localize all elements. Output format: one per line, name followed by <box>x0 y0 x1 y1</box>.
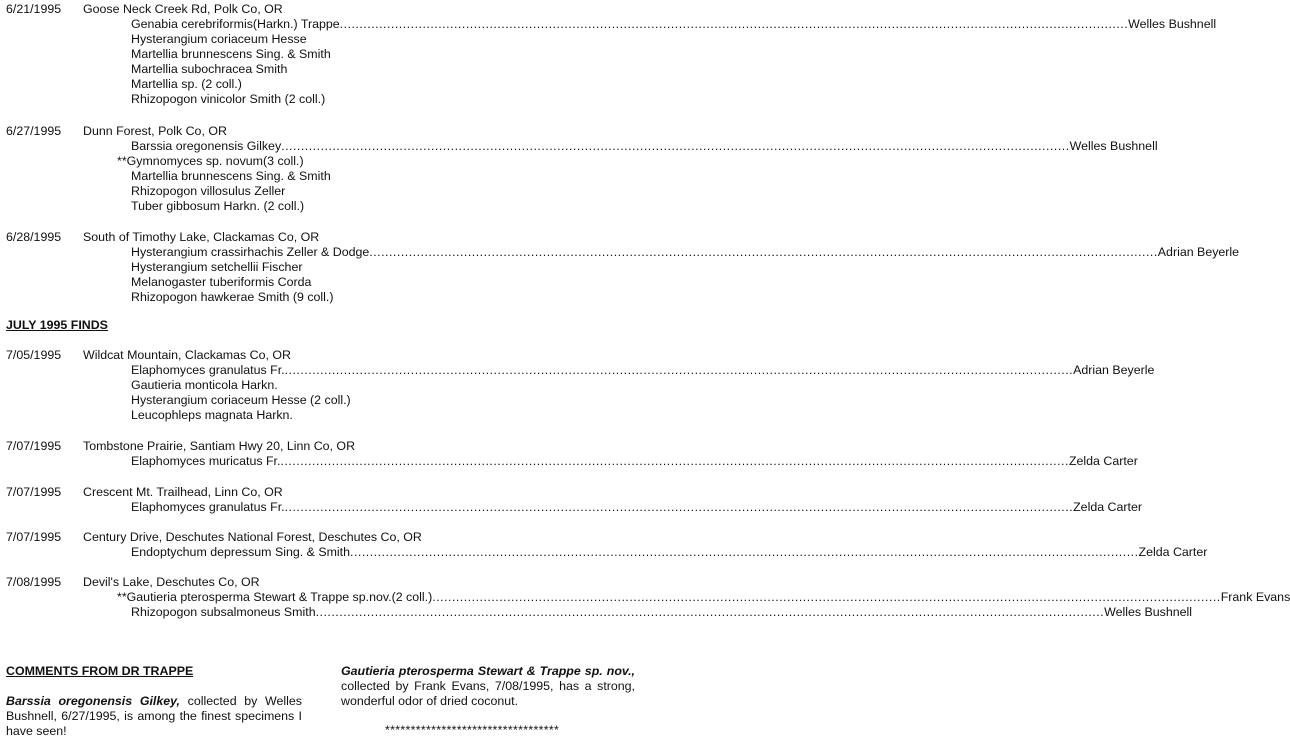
entry-date: 7/07/1995 <box>6 439 62 453</box>
finds-list <box>131 245 1240 305</box>
find-row <box>131 545 1208 560</box>
leader-dots: ........................................................................................................................................................................................................ <box>284 363 1074 377</box>
species-name <box>131 378 278 393</box>
finder-name: Welles Bushnell <box>1069 139 1158 153</box>
species-text: Martellia brunnescens Sing. & Smith <box>131 47 331 61</box>
find-row <box>131 199 636 214</box>
finder-name: Adrian Beyerle <box>1073 363 1155 377</box>
find-row <box>131 290 636 305</box>
species-text: Leucophleps magnata Harkn. <box>131 408 293 422</box>
species-text: Gymnomyces sp. novum(3 coll.) <box>126 154 304 168</box>
leader-dots: ........................................................................................................................................................................................................ <box>339 17 1129 31</box>
find-row <box>131 605 1193 620</box>
species-name <box>131 275 311 290</box>
species-name <box>131 260 302 275</box>
find-row <box>131 408 636 423</box>
species-text: Rhizopogon vinicolor Smith (2 coll.) <box>131 92 326 106</box>
leader-dots: ........................................................................................................................................................................................................ <box>350 545 1139 559</box>
find-row <box>131 184 636 199</box>
leader-dots: ........................................................................................................................................................................................................ <box>432 590 1221 604</box>
finds-list <box>131 500 1142 515</box>
species-text: Martellia brunnescens Sing. & Smith <box>131 169 331 183</box>
find-row <box>131 32 636 47</box>
entry-header <box>6 2 636 17</box>
entry-location: South of Timothy Lake, Clackamas Co, OR <box>83 230 320 244</box>
find-row <box>131 393 636 408</box>
species-text: Genabia cerebriformis(Harkn.) Trappe <box>131 17 340 31</box>
finds-list <box>117 139 1158 214</box>
find-row <box>131 378 636 393</box>
find-entry <box>6 2 1217 107</box>
species-name <box>131 47 331 62</box>
entry-header <box>6 530 636 545</box>
finds-list <box>131 17 1217 107</box>
finds-list <box>117 590 1290 620</box>
species-text: Gautieria monticola Harkn. <box>131 378 278 392</box>
entry-date: 6/27/1995 <box>6 124 62 138</box>
find-row <box>131 245 1240 260</box>
species-name <box>131 139 281 154</box>
find-entry <box>6 485 1142 515</box>
entry-location: Devil's Lake, Deschutes Co, OR <box>83 575 260 589</box>
species-text: Hysterangium setchellii Fischer <box>131 260 303 274</box>
find-row <box>131 17 1217 32</box>
species-text: Melanogaster tuberiformis Corda <box>131 275 312 289</box>
comment-right-species: Gautieria pterosperma Stewart & Trappe sp. nov., <box>341 664 635 678</box>
entry-date: 7/08/1995 <box>6 575 62 589</box>
find-row <box>117 154 636 169</box>
entry-date: 6/21/1995 <box>6 2 62 16</box>
find-entry <box>6 575 1290 620</box>
find-entry <box>6 530 1208 560</box>
entry-header <box>6 348 636 363</box>
entry-header <box>6 230 636 245</box>
leader-dots: ........................................................................................................................................................................................................ <box>280 454 1069 468</box>
entry-date: 6/28/1995 <box>6 230 62 244</box>
species-text: Rhizopogon villosulus Zeller <box>131 184 286 198</box>
finds-list <box>131 545 1208 560</box>
species-name <box>131 500 285 515</box>
leader-dots: ........................................................................................................................................................................................................ <box>281 139 1070 153</box>
entry-header <box>6 439 636 454</box>
finder-name: Frank Evans <box>1220 590 1290 604</box>
find-row <box>131 260 636 275</box>
species-text: Elaphomyces granulatus Fr. <box>131 500 285 514</box>
find-row <box>131 454 1138 469</box>
leader-dots: ........................................................................................................................................................................................................ <box>369 245 1158 259</box>
find-row <box>117 590 1290 605</box>
find-row <box>131 363 1155 378</box>
entry-header <box>6 124 636 139</box>
separator-stars: ********************************** <box>385 723 560 737</box>
find-row <box>131 62 636 77</box>
entry-header <box>6 575 636 590</box>
find-entry <box>6 124 1158 214</box>
find-row <box>131 77 636 92</box>
section-heading-july: JULY 1995 FINDS <box>6 318 108 332</box>
species-text: Rhizopogon subsalmoneus Smith <box>131 605 316 619</box>
entry-location: Crescent Mt. Trailhead, Linn Co, OR <box>83 485 283 499</box>
species-text: Tuber gibbosum Harkn. (2 coll.) <box>131 199 305 213</box>
finder-name: Zelda Carter <box>1073 500 1142 514</box>
entry-location: Dunn Forest, Polk Co, OR <box>83 124 227 138</box>
finds-list <box>131 363 1155 423</box>
species-name <box>131 92 325 107</box>
entry-date: 7/07/1995 <box>6 530 62 544</box>
species-text: Endoptychum depressum Sing. & Smith <box>131 545 351 559</box>
new-species-marker: ** <box>117 590 127 604</box>
entry-location: Wildcat Mountain, Clackamas Co, OR <box>83 348 291 362</box>
entry-location: Tombstone Prairie, Santiam Hwy 20, Linn Co, OR <box>83 439 356 453</box>
find-entry <box>6 230 1240 305</box>
find-entry <box>6 348 1155 423</box>
comment-left <box>6 694 302 739</box>
entry-location: Century Drive, Deschutes National Forest, Deschutes Co, OR <box>83 530 422 544</box>
species-text: Martellia subochracea Smith <box>131 62 288 76</box>
finds-list <box>131 454 1138 469</box>
entry-date: 7/05/1995 <box>6 348 62 362</box>
species-name <box>131 408 293 423</box>
species-name <box>131 605 316 620</box>
finder-name: Welles Bushnell <box>1104 605 1193 619</box>
finder-name: Zelda Carter <box>1138 545 1208 559</box>
species-name <box>117 154 304 169</box>
entry-header <box>6 485 636 500</box>
species-name <box>117 590 432 605</box>
species-name <box>131 545 350 560</box>
species-text: Hysterangium coriaceum Hesse (2 coll.) <box>131 393 351 407</box>
species-name <box>131 32 307 47</box>
find-entry <box>6 439 1138 469</box>
species-text: Hysterangium coriaceum Hesse <box>131 32 307 46</box>
species-text: Hysterangium crassirhachis Zeller & Dodge <box>131 245 370 259</box>
species-text: Elaphomyces muricatus Fr. <box>131 454 281 468</box>
species-name <box>131 77 242 92</box>
species-text: Rhizopogon hawkerae Smith (9 coll.) <box>131 290 334 304</box>
find-row <box>131 47 636 62</box>
finder-name: Adrian Beyerle <box>1157 245 1240 259</box>
species-text: Gautieria pterosperma Stewart & Trappe sp.nov.(2 coll.) <box>126 590 433 604</box>
species-text: Barssia oregonensis Gilkey <box>131 139 282 153</box>
species-name <box>131 17 340 32</box>
species-name <box>131 393 351 408</box>
species-name <box>131 245 369 260</box>
species-name <box>131 290 333 305</box>
find-row <box>131 275 636 290</box>
species-name <box>131 62 287 77</box>
entry-location: Goose Neck Creek Rd, Polk Co, OR <box>83 2 283 16</box>
comment-left-species: Barssia oregonensis Gilkey, <box>6 694 180 708</box>
species-text: Elaphomyces granulatus Fr. <box>131 363 285 377</box>
species-text: Martellia sp. (2 coll.) <box>131 77 242 91</box>
find-row <box>131 139 1158 154</box>
new-species-marker: ** <box>117 154 127 168</box>
entry-date: 7/07/1995 <box>6 485 62 499</box>
leader-dots: ........................................................................................................................................................................................................ <box>315 605 1105 619</box>
comment-left-text: collected by Welles Bushnell, 6/27/1995, is among the finest specimens I have seen! <box>6 694 302 738</box>
species-name <box>131 169 331 184</box>
species-name <box>131 363 285 378</box>
comment-right-text: collected by Frank Evans, 7/08/1995, has a strong, wonderful odor of dried coconut. <box>341 679 635 708</box>
find-row <box>131 92 636 107</box>
leader-dots: ........................................................................................................................................................................................................ <box>284 500 1074 514</box>
species-name <box>131 199 304 214</box>
find-row <box>131 500 1142 515</box>
species-name <box>131 454 280 469</box>
species-name <box>131 184 285 199</box>
finder-name: Zelda Carter <box>1068 454 1138 468</box>
comments-heading: COMMENTS FROM DR TRAPPE <box>6 664 194 678</box>
comment-right <box>341 664 635 709</box>
finder-name: Welles Bushnell <box>1128 17 1217 31</box>
find-row <box>131 169 636 184</box>
